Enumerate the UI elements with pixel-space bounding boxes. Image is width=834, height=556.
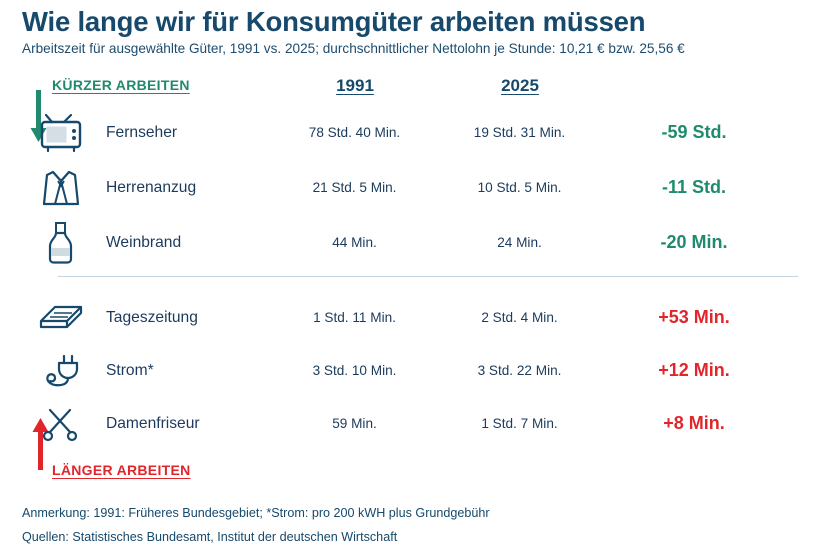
row-value-2025: 19 Std. 31 Min. [473,125,566,140]
row-value-2025: 1 Std. 7 Min. [481,416,558,431]
table-row [22,396,812,451]
row-difference: -11 Std. [661,177,727,197]
table-row [22,290,812,345]
row-label: Strom* [106,361,154,379]
row-difference: -59 Std. [661,122,727,142]
footer-divider [0,497,834,498]
table-row [22,215,812,270]
suit-icon [22,167,100,209]
column-header-1991: 1991 [336,76,374,95]
row-value-1991: 78 Std. 40 Min. [308,125,401,140]
table-row [22,105,812,160]
footer-note: Anmerkung: 1991: Früheres Bundesgebiet; *Strom: pro 200 kWH plus Grundgebühr [22,506,490,520]
footer-sources: Quellen: Statistisches Bundesamt, Institut der deutschen Wirtschaft [22,530,398,544]
column-header-2025: 2025 [501,76,539,95]
row-value-1991: 44 Min. [332,235,377,250]
row-difference: +53 Min. [658,307,730,327]
newspaper-icon [22,301,100,335]
power-plug-icon [22,350,100,392]
page-title: Wie lange wir für Konsumgüter arbeiten müssen [22,6,646,37]
brandy-bottle-icon [22,221,100,265]
row-label: Herrenanzug [106,178,197,196]
row-label: Tageszeitung [106,308,198,326]
legend-shorter-label: KÜRZER ARBEITEN [52,77,190,93]
row-value-1991: 59 Min. [332,416,377,431]
table-row [22,343,812,398]
row-value-2025: 2 Std. 4 Min. [481,310,558,325]
scissors-comb-icon [22,404,100,444]
television-icon [22,113,100,153]
legend-longer-label: LÄNGER ARBEITEN [52,462,191,478]
row-difference: -20 Min. [660,232,728,252]
row-value-1991: 3 Std. 10 Min. [312,363,397,378]
section-divider [58,276,798,277]
row-difference: +12 Min. [658,360,730,380]
page-subtitle: Arbeitszeit für ausgewählte Güter, 1991 vs. 2025; durchschnittlicher Nettolohn je Stunde: 10,21 € bzw. 25,56 € [22,41,685,56]
row-difference: +8 Min. [663,413,725,433]
row-value-1991: 1 Std. 11 Min. [313,310,396,325]
row-label: Weinbrand [106,233,182,251]
row-value-2025: 10 Std. 5 Min. [477,180,562,195]
row-label: Damenfriseur [106,414,200,432]
row-value-2025: 3 Std. 22 Min. [477,363,562,378]
row-label: Fernseher [106,123,178,141]
table-row [22,160,812,215]
row-value-2025: 24 Min. [497,235,542,250]
row-value-1991: 21 Std. 5 Min. [312,180,397,195]
